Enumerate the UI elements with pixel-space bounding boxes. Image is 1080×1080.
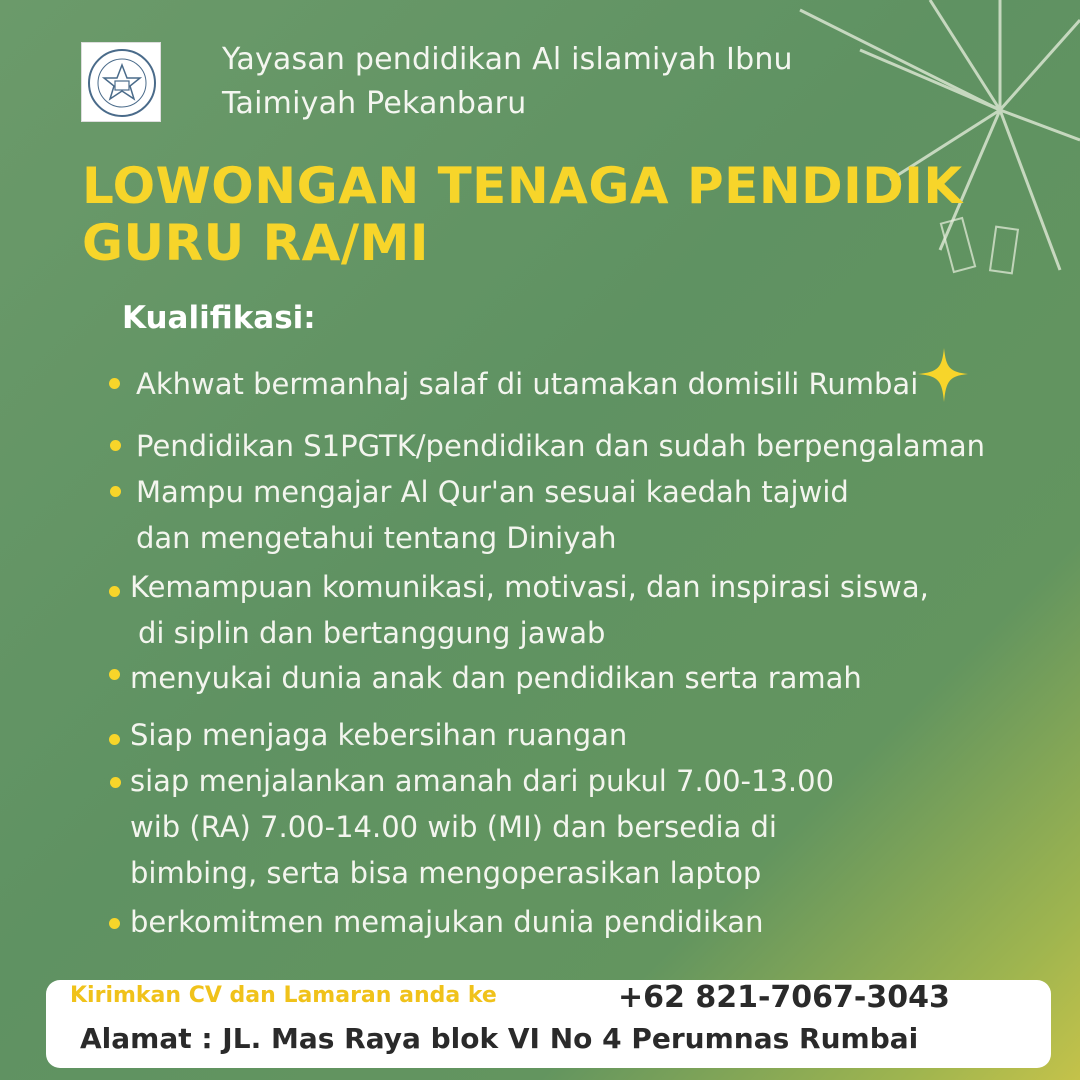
organization-line-1: Yayasan pendidikan Al islamiyah Ibnu <box>222 42 793 77</box>
organization-name <box>222 38 793 126</box>
qualification-item <box>130 655 862 701</box>
qualification-line: bimbing, serta bisa mengoperasikan laptop <box>130 856 762 890</box>
qualification-line: Siap menjaga kebersihan ruangan <box>130 718 628 752</box>
bullet-icon <box>109 734 120 745</box>
qualification-line: wib (RA) 7.00-14.00 wib (MI) dan bersedia di <box>130 810 777 844</box>
phone-number: +62 821-7067-3043 <box>618 980 950 1015</box>
qualification-line: Pendidikan S1PGTK/pendidikan dan sudah berpengalaman <box>136 429 986 463</box>
qualification-line: Kemampuan komunikasi, motivasi, dan inspirasi siswa, <box>130 570 929 604</box>
bullet-icon <box>110 440 121 451</box>
bullet-icon <box>109 918 120 929</box>
qualifications-heading: Kualifikasi: <box>122 300 316 336</box>
qualification-item <box>130 899 763 945</box>
qualification-line: di siplin dan bertanggung jawab <box>138 616 606 650</box>
school-logo <box>81 42 161 122</box>
headline-line-2: GURU RA/MI <box>82 214 429 272</box>
cta-text: Kirimkan CV dan Lamaran anda ke <box>70 983 497 1008</box>
bullet-icon <box>109 669 120 680</box>
page-title <box>82 158 963 272</box>
qualification-line: Akhwat bermanhaj salaf di utamakan domisili Rumbai <box>136 367 919 401</box>
address-text: Alamat : JL. Mas Raya blok VI No 4 Perumnas Rumbai <box>80 1022 919 1055</box>
qualification-line: menyukai dunia anak dan pendidikan serta ramah <box>130 661 862 695</box>
qualification-item <box>136 361 918 407</box>
qualification-line: berkomitmen memajukan dunia pendidikan <box>130 905 764 939</box>
bullet-icon <box>109 586 120 597</box>
organization-line-2: Taimiyah Pekanbaru <box>222 86 527 121</box>
headline-line-1: LOWONGAN TENAGA PENDIDIK <box>82 157 963 215</box>
bullet-icon <box>110 486 121 497</box>
qualification-item <box>136 469 849 561</box>
bullet-icon <box>110 777 121 788</box>
qualification-item <box>130 758 834 896</box>
qualification-line: dan mengetahui tentang Diniyah <box>136 521 617 555</box>
qualification-line: Mampu mengajar Al Qur'an sesuai kaedah tajwid <box>136 475 849 509</box>
bullet-icon <box>109 378 120 389</box>
qualification-item <box>130 564 929 656</box>
qualification-line: siap menjalankan amanah dari pukul 7.00-13.00 <box>130 764 835 798</box>
qualification-item <box>136 423 985 469</box>
school-crest-icon <box>82 43 162 123</box>
qualification-item <box>130 712 627 758</box>
